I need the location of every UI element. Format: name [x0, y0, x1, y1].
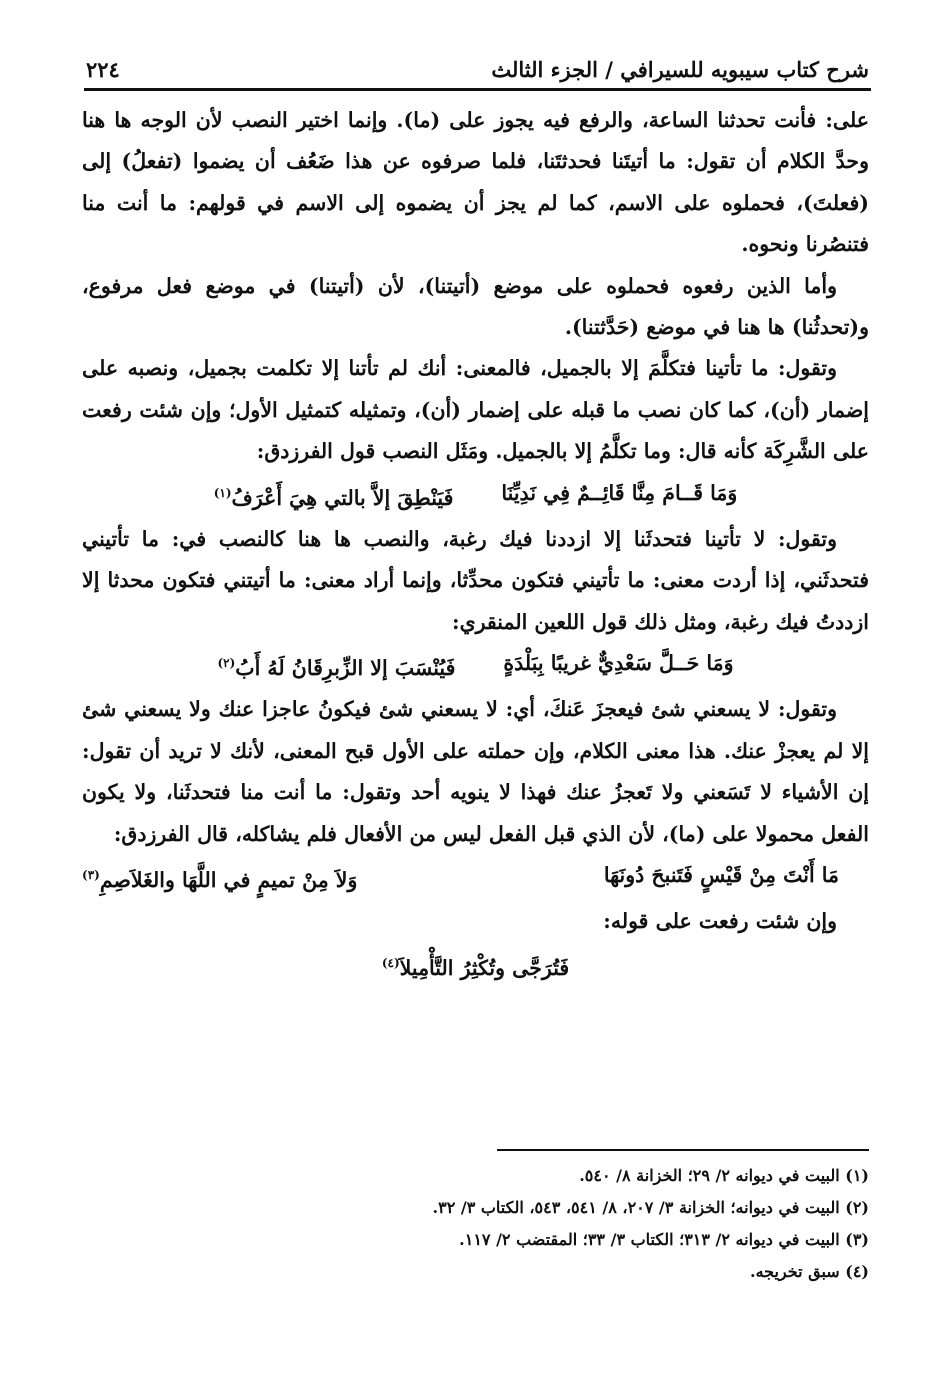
verse-2-second-text: فَيُنْسَبَ إلا الزِّبرِقَانُ لَهُ أَبُ: [235, 655, 456, 680]
footnote-ref-1: (١): [213, 485, 232, 500]
footnote-ref-4: (٤): [381, 955, 400, 970]
running-title: شرح كتاب سيبويه للسيرافي / الجزء الثالث: [491, 57, 869, 82]
verse-3-second-hemistich: [82, 855, 357, 901]
paragraph-3: وتقول: ما تأتينا فتكلَّمَ إلا بالجميل، فالمعنى: أنك لم تأتنا إلا تكلمت بجميل، ونصبه على إضمار (أن)، كما كان نصب ما قبله على إضمار (أن)، وتمثيله كتمثيل الأول؛ وإن شئت رفعت على الشَّرِكَة كأنه قال: وما تكلَّمُ إلا بالجميل. ومَثَل النصب قول الفرزدق:: [82, 356, 869, 464]
footnote-ref-3: (٣): [82, 867, 100, 882]
verse-3-second-text: وَلاَ مِنْ تميمٍ في اللَّهَا والغَلاَصِمِ: [99, 867, 358, 892]
verse-2: [82, 643, 869, 689]
verse-3-first-hemistich: مَا أَنْتَ مِنْ قَيْسٍ فَتَنبحَ دُونَهَا: [603, 862, 839, 887]
page-header: [86, 38, 869, 82]
verse-2-second-hemistich: [217, 643, 455, 689]
footnote-1: (١) البيت في ديوانه ٢/ ٢٩؛ الخزانة ٨/ ٥٤٠.: [579, 1166, 869, 1185]
header-rule: [84, 88, 871, 91]
footnote-ref-2: (٢): [217, 656, 236, 671]
footnotes: [82, 1160, 869, 1288]
footnote-4: (٤) سبق تخريجه.: [750, 1262, 869, 1281]
paragraph-4: وتقول: لا تأتينا فتحدثَنا إلا ازددنا فيك رغبة، والنصب ها هنا كالنصب في: ما تأتيني فتحدثَني، إذا أردت معنى: ما تأتيني فتكون محدِّثا، وإنما أراد معنى: ما أتيتني فتكون محدثا إلا ازددتُ فيك رغبة، ومثل ذلك قول اللعين المنقري:: [82, 526, 869, 634]
verse-4-text: فَتُرَجَّى وتُكْثِرُ التَّأْمِيلاَ: [399, 955, 570, 980]
verse-1-first-hemistich: وَمَا قَــامَ مِنَّا قَائِــمٌ فِي نَدِيِّنَا: [501, 480, 738, 505]
verse-4-hemistich: [382, 943, 569, 989]
verse-4: [82, 943, 869, 989]
page-number: ٢٢٤: [86, 57, 120, 82]
main-text: [82, 100, 869, 989]
verse-1: [82, 473, 869, 519]
paragraph-5: وتقول: لا يسعني شئ فيعجزَ عَنكَ، أي: لا يسعني شئ فيكونُ عاجزا عنك ولا يسعني شئ إلا لم يعجزْ عنك. هذا معنى الكلام، وإن حملته على الأول قبح المعنى، لأنك لا تريد أن تقول: إن الأشياء لا تَسَعني ولا تَعجزُ عنك فهذا لا ينويه أحد وتقول: ما أنت منا فتحدثَنا، ولا يكون الفعل محمولا على (ما)، لأن الذي قبل الفعل ليس من الأفعال فلم يشاكله، قال الفرزدق:: [82, 697, 869, 846]
verse-3: [82, 855, 869, 901]
verse-2-first-hemistich: وَمَا حَــلَّ سَعْدِيٌّ غريبًا بِبَلْدَةٍ: [503, 651, 734, 676]
paragraph-2: وأما الذين رفعوه فحملوه على موضع (أتيتنا)، لأن (أتيتنا) في موضع فعل مرفوع، و(تحدثُنا) ها هنا في موضع (حَدَّثتنا).: [82, 273, 869, 340]
paragraph-6: وإن شئت رفعت على قوله:: [603, 909, 837, 934]
verse-1-second-text: فَيَنْطِقَ إلاَّ بالتي هِيَ أَعْرَفُ: [231, 485, 454, 510]
footnote-rule: [497, 1149, 869, 1151]
paragraph-1: على: فأنت تحدثنا الساعة، والرفع فيه يجوز على (ما). وإنما اختير النصب لأن الوجه ها هنا وحدَّ الكلام أن تقول: ما أتيتَنا فحدثتَنا، فلما صرفوه عن هذا ضَعُف أن يضموا (تفعلُ) إلى (فعلتَ)، فحملوه على الاسم، كما لم يجز أن يضموه إلى الاسم في قولهم: ما أنت منا فتنصُرنا ونحوه.: [82, 108, 869, 257]
footnote-3: (٣) البيت في ديوانه ٢/ ٣١٣؛ الكتاب ٣/ ٣٣؛ المقتضب ٢/ ١١٧.: [459, 1230, 869, 1249]
verse-1-second-hemistich: [214, 473, 454, 519]
footnote-2: (٢) البيت في ديوانه؛ الخزانة ٣/ ٢٠٧، ٨/ ٥٤١، ٥٤٣، الكتاب ٣/ ٣٢.: [432, 1198, 869, 1217]
